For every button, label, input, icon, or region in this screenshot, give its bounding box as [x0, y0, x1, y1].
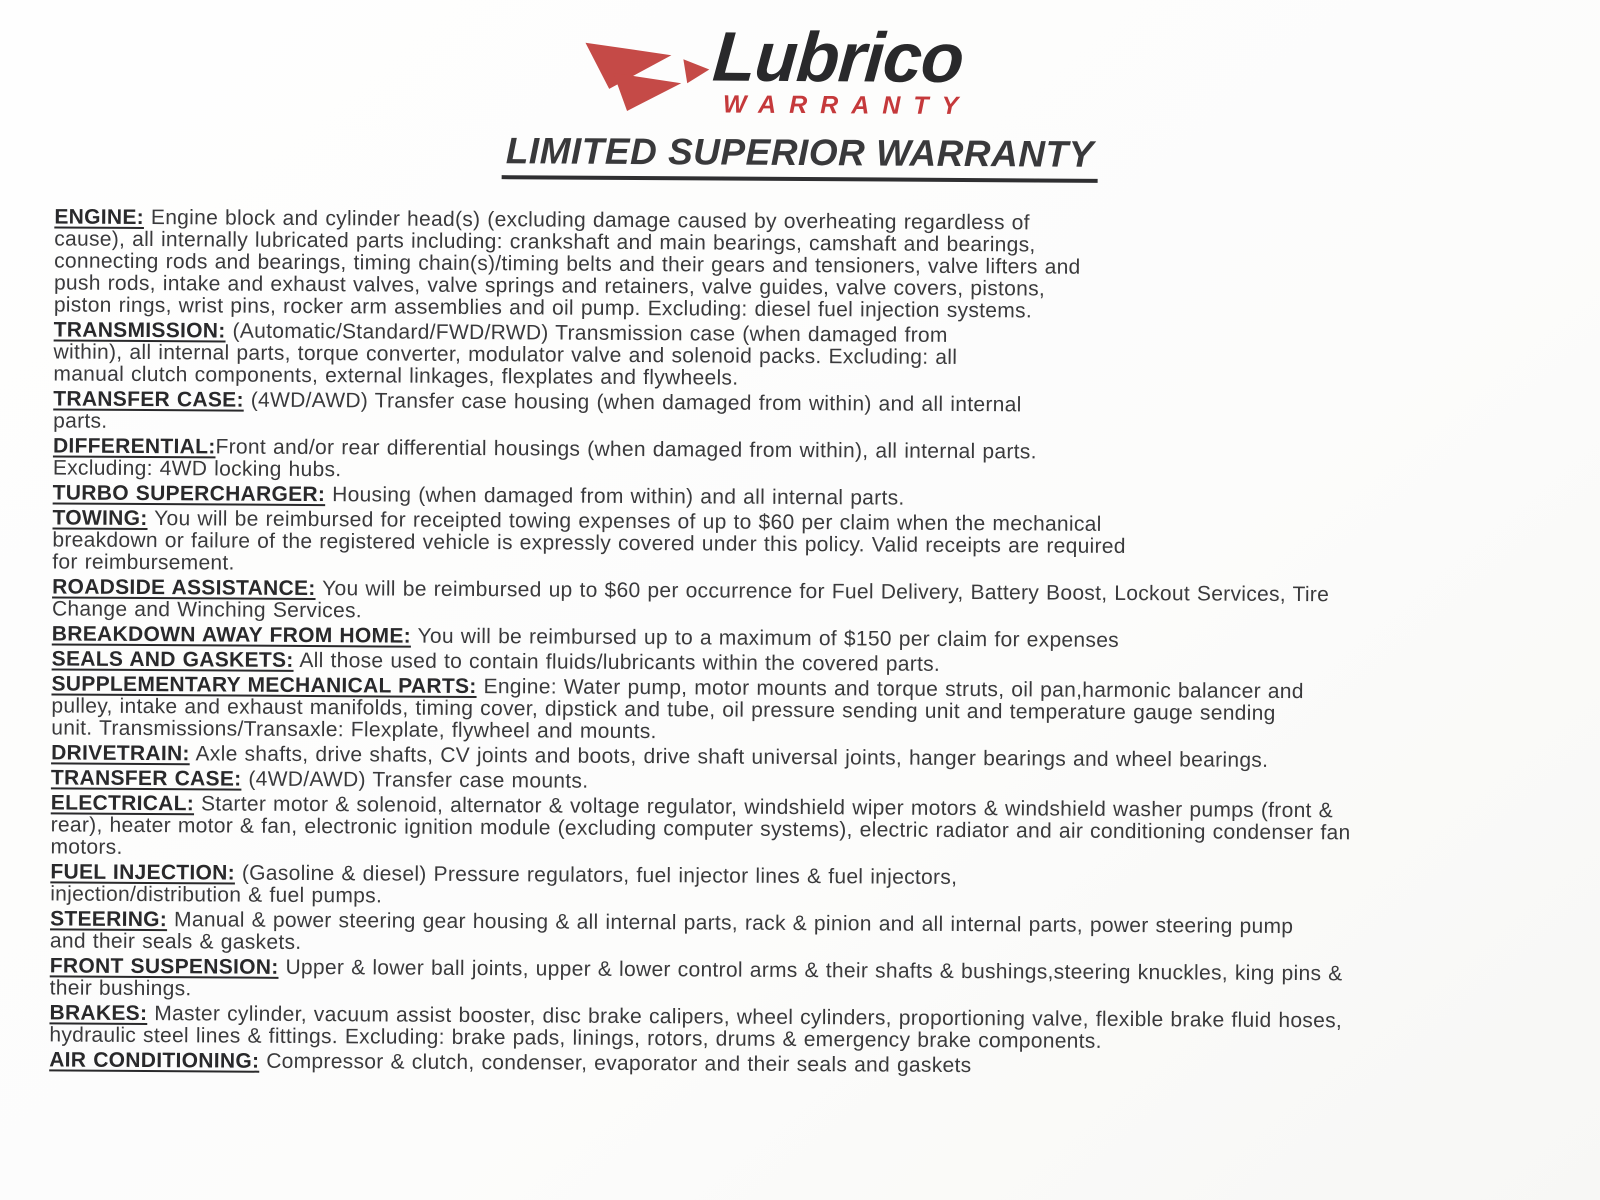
section-towing	[52, 507, 1137, 580]
section-heading: AIR CONDITIONING:	[49, 1048, 260, 1073]
section-body: (Automatic/Standard/FWD/RWD) Transmission case (when damaged from within), all internal parts, torque converter, modulator valve and solenoid packs. Excluding: all manual clutch components, external linkages, flexplates and flywheels.	[53, 319, 958, 390]
section-heading: SEALS AND GASKETS:	[51, 647, 294, 672]
brand-name: Lubrico	[710, 17, 966, 97]
section-heading: TRANSFER CASE:	[50, 766, 242, 791]
logo-text	[710, 17, 972, 121]
section-brakes	[49, 1002, 1409, 1054]
section-body: (4WD/AWD) Transfer case mounts.	[241, 767, 589, 793]
section-electrical	[50, 792, 1370, 866]
section-steering	[50, 908, 1300, 960]
section-heading: BREAKDOWN AWAY FROM HOME:	[51, 622, 412, 648]
section-body: Housing (when damaged from within) and all internal parts.	[325, 483, 905, 510]
section-heading: TOWING:	[52, 506, 148, 531]
section-heading: TURBO SUPERCHARGER:	[52, 481, 326, 507]
section-body: Manual & power steering gear housing & all internal parts, rack & pinion and all internal parts, power steering pump and their seals & gaskets.	[49, 908, 1294, 954]
section-body: Front and/or rear differential housings (when damaged from within), all internal parts. Excluding: 4WD locking hubs.	[52, 435, 1037, 482]
section-body: Compressor & clutch, condenser, evaporator and their seals and gaskets	[259, 1049, 972, 1078]
section-supplementary-mechanical-parts	[51, 673, 1311, 747]
section-body: Engine: Water pump, motor mounts and torque struts, oil pan,harmonic balancer and pulley, intake and exhaust manifolds, timing cover, dipstick and tube, oil pressure sending unit and temperature gauge sending unit. Transmissions/Transaxle: Flexplate, flywheel and mounts.	[51, 675, 1304, 744]
lubrico-logo	[0, 19, 1576, 129]
section-heading: FRONT SUSPENSION:	[49, 954, 279, 979]
section-body: You will be reimbursed up to $60 per occurrence for Fuel Delivery, Battery Boost, Lockout Services, Tire Change and Winching Services.	[51, 577, 1330, 623]
section-body: (Gasoline & diesel) Pressure regulators, fuel injector lines & fuel injectors, injection/distribution & fuel pumps.	[50, 861, 958, 908]
section-body: Master cylinder, vacuum assist booster, disc brake calipers, wheel cylinders, proportioning valve, flexible brake fluid hoses, hydraulic steel lines & fittings. Excluding: brake pads, linings, rotors, drums & emergency brake components.	[49, 1002, 1343, 1053]
section-heading: STEERING:	[50, 907, 168, 932]
section-body: Upper & lower ball joints, upper & lower control arms & their shafts & bushings,steering knuckles, king pins & their bushings.	[49, 955, 1343, 1001]
section-roadside-assistance	[52, 576, 1332, 628]
section-body: (4WD/AWD) Transfer case housing (when damaged from within) and all internal parts.	[53, 388, 1022, 433]
section-heading: ENGINE:	[54, 205, 145, 229]
brand-subtitle: WARRANTY	[722, 90, 972, 121]
section-body: You will be reimbursed for receipted towing expenses of up to $60 per claim when the mechanical breakdown or failure of the registered vehicle is expressly covered under this policy. Valid receipts are required for reimbursement.	[52, 507, 1126, 575]
section-heading: DRIVETRAIN:	[51, 741, 190, 766]
section-front-suspension	[50, 955, 1380, 1007]
section-differential	[53, 435, 1113, 485]
section-fuel-injection	[50, 861, 1050, 911]
section-heading: ELECTRICAL:	[50, 791, 195, 816]
section-heading: FUEL INJECTION:	[50, 860, 236, 885]
section-body: Engine block and cylinder head(s) (excluding damage caused by overheating regardless of cause), all internally lubricated parts including: crankshaft and main bearings, camshaft and bearings, connecting rods and bearings, timing chain(s)/timing belts and their gears and tensioners, valve lifters and push rods, intake and exhaust valves, valve springs and retainers, valve guides, valve covers, pistons, piston rings, wrist pins, rocker arm assemblies and oil pump. Excluding: diesel fuel injection systems.	[53, 205, 1081, 323]
section-body: Axle shafts, drive shafts, CV joints and boots, drive shaft universal joints, hanger bearings and wheel bearings.	[189, 742, 1269, 772]
warranty-sections	[49, 206, 1554, 1080]
section-heading: ROADSIDE ASSISTANCE:	[52, 575, 316, 601]
section-engine	[54, 206, 1095, 322]
section-transmission	[53, 319, 1013, 391]
title-row	[0, 127, 1600, 186]
section-transfer-case	[53, 388, 1043, 438]
section-body: You will be reimbursed up to a maximum of $150 per claim for expenses	[410, 624, 1120, 652]
logo-triangles-icon	[579, 31, 718, 116]
section-heading: SUPPLEMENTARY MECHANICAL PARTS:	[51, 672, 477, 699]
section-heading: TRANSFER CASE:	[53, 387, 244, 412]
section-heading: TRANSMISSION:	[53, 318, 226, 343]
section-body: Starter motor & solenoid, alternator & voltage regulator, windshield wiper motors & windshield washer pumps (front & rear), heater motor & fan, electronic ignition module (excluding computer systems), electric radiator and air conditioning condenser fan motors.	[50, 792, 1351, 859]
section-body: All those used to contain fluids/lubricants within the covered parts.	[293, 648, 941, 676]
section-heading: BRAKES:	[49, 1001, 148, 1026]
section-heading: DIFFERENTIAL:	[52, 434, 216, 459]
page-title: LIMITED SUPERIOR WARRANTY	[502, 130, 1098, 183]
